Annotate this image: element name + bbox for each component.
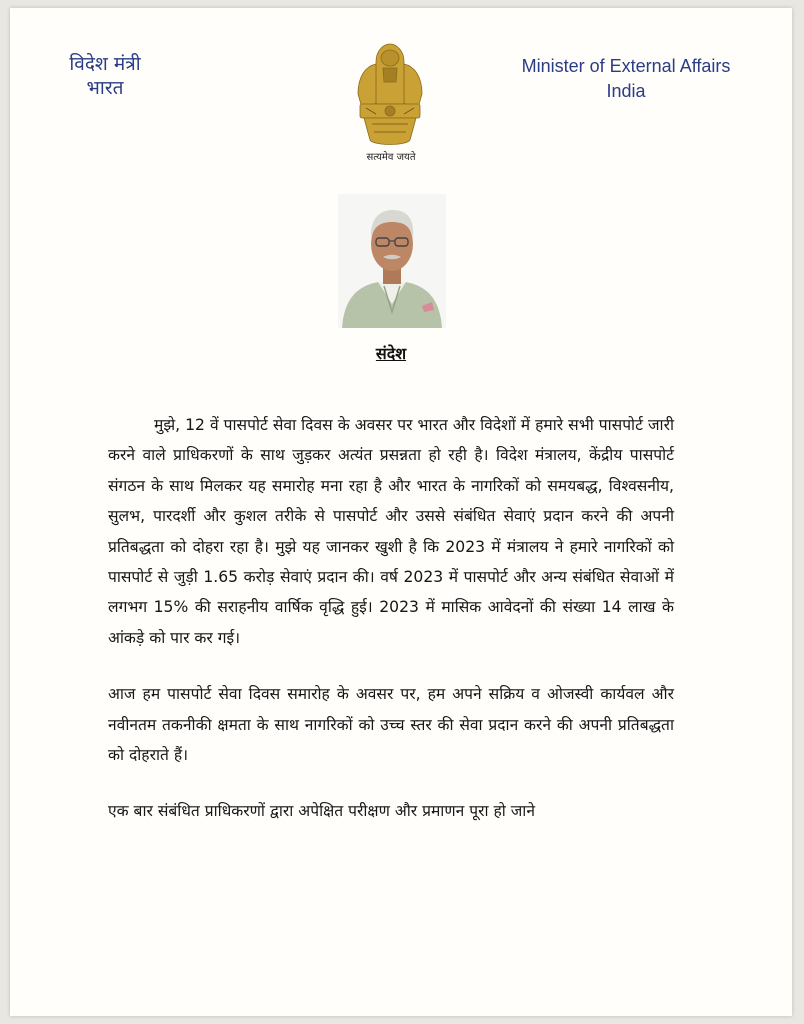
message-paragraph-3: एक बार संबंधित प्राधिकरणों द्वारा अपेक्षित परीक्षण और प्रमाणन पूरा हो जाने [108,802,535,821]
message-heading: संदेश [375,344,407,363]
emblem-motto: सत्यमेव जयते [366,152,416,163]
message-body [108,410,674,853]
header-right-english [506,54,746,104]
header-country-hindi: भारत [86,77,124,99]
header-country-english: India [606,81,646,101]
header-left-hindi [50,52,160,100]
message-paragraph-2: आज हम पासपोर्ट सेवा दिवस समारोह के अवसर पर, हम अपने सक्रिय व ओजस्वी कार्यवल और नवीनतम तकनीकी क्षमता के साथ नागरिकों को उच्च स्तर की सेवा प्रदान करने की अपनी प्रतिबद्धता को दोहराते हैं। [108,685,674,765]
header-title-english: Minister of External Affairs [521,56,731,76]
header-title-hindi: विदेश मंत्री [69,53,141,75]
letter-page [10,8,792,1016]
message-paragraph-1: मुझे, 12 वें पासपोर्ट सेवा दिवस के अवसर पर भारत और विदेशों में हमारे सभी पासपोर्ट जारी करने वाले प्राधिकरणों के साथ जुड़कर अत्यंत प्रसन्नता हो रही है। विदेश मंत्रालय, केंद्रीय पासपोर्ट संगठन के साथ मिलकर यह समारोह मना रहा है और भारत के नागरिकों को समयबद्ध, विश्वसनीय, सुलभ, पारदर्शी और कुशल तरीके से पासपोर्ट और उससे संबंधित सेवाएं प्रदान करने की अपनी प्रतिबद्धता को दोहरा रहा है। मुझे यह जानकर खुशी है कि 2023 में मंत्रालय ने हमारे नागरिकों को पासपोर्ट से जुड़ी 1.65 करोड़ सेवाएं प्रदान की। वर्ष 2023 में पासपोर्ट और अन्य संबंधित सेवाओं में लगभग 15% की सराहनीय वार्षिक वृद्धि हुई। 2023 में मासिक आवेदनों की संख्या 14 लाख के आंकड़े को पार कर गई। [108,416,674,647]
minister-portrait [338,194,446,328]
